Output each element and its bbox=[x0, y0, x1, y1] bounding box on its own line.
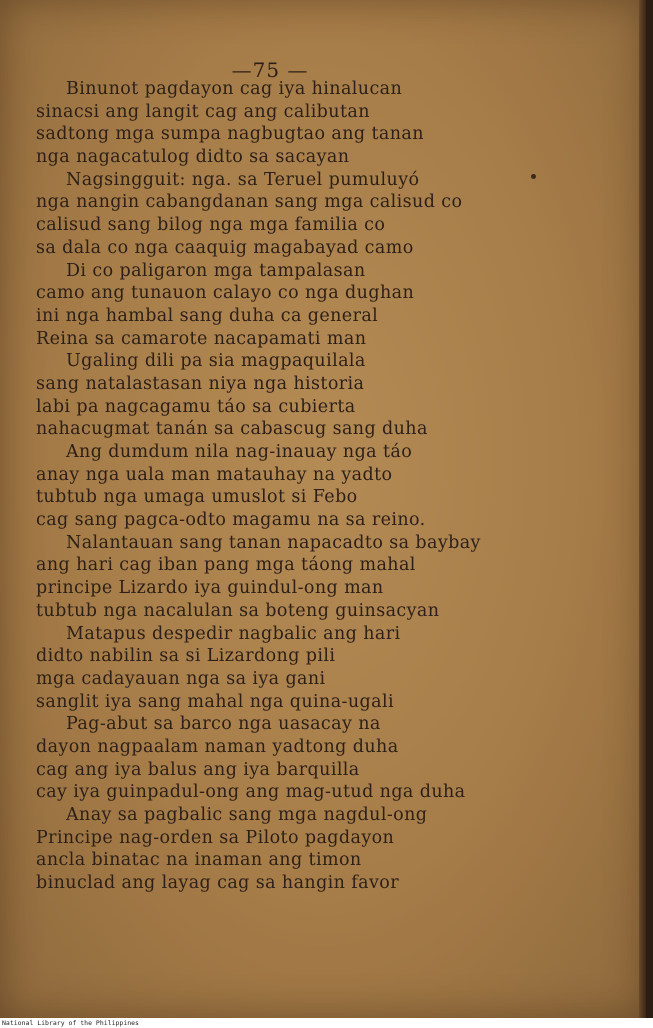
ink-spot bbox=[531, 174, 536, 179]
verse-line: Pag-abut sa barco nga uasacay na bbox=[66, 714, 381, 735]
verse-line: nga nagacatulog didto sa sacayan bbox=[36, 147, 350, 168]
verse-line: sang natalastasan niya nga historia bbox=[36, 373, 365, 394]
verse-line: anay nga uala man matauhay na yadto bbox=[36, 464, 393, 485]
verse-line: dayon nagpaalam naman yadtong duha bbox=[36, 736, 399, 757]
verse-line: Nagsingguit: nga. sa Teruel pumuluyó bbox=[66, 169, 420, 190]
verse-line: ini nga hambal sang duha ca general bbox=[36, 305, 379, 326]
verse-line: Di co paligaron mga tampalasan bbox=[66, 260, 366, 281]
verse-line: sinacsi ang langit cag ang calibutan bbox=[36, 101, 370, 122]
verse-line: Principe nag-orden sa Piloto pagdayon bbox=[36, 827, 395, 848]
verse-line: nahacugmat tanán sa cabascug sang duha bbox=[36, 419, 428, 440]
library-credit: National Library of the Philippines bbox=[0, 1018, 653, 1028]
page-number: —75 — bbox=[231, 58, 309, 82]
verse-line: Reina sa camarote nacapamati man bbox=[36, 328, 367, 349]
verse-line: Ang dumdum nila nag-inauay nga táo bbox=[66, 442, 413, 462]
verse-line: cay iya guinpadul-ong ang mag-utud nga duha bbox=[36, 782, 466, 803]
verse-line: ancla binatac na inaman ang timon bbox=[36, 850, 362, 871]
page-edge bbox=[639, 0, 646, 1018]
verse-line: principe Lizardo iya guindul-ong man bbox=[36, 578, 384, 599]
verse-line: nga nangin cabangdanan sang mga calisud co bbox=[36, 192, 463, 213]
verse-line: cag ang iya balus ang iya barquilla bbox=[36, 759, 360, 780]
verse-line: camo ang tunauon calayo co nga dughan bbox=[36, 283, 415, 304]
verse-line: Ugaling dili pa sia magpaquilala bbox=[66, 351, 366, 372]
verse-line: Matapus despedir nagbalic ang hari bbox=[66, 623, 401, 644]
verse-line: Nalantauan sang tanan napacadto sa baybay bbox=[66, 532, 481, 553]
verse-line: sanglit iya sang mahal nga quina-ugali bbox=[36, 691, 394, 712]
poem-text bbox=[36, 78, 626, 895]
verse-line: tubtub nga umaga umuslot si Febo bbox=[36, 487, 358, 508]
verse-line: calisud sang bilog nga mga familia co bbox=[36, 215, 386, 236]
verse-line: sa dala co nga caaquig magabayad camo bbox=[36, 237, 414, 258]
verse-line: binuclad ang layag cag sa hangin favor bbox=[36, 873, 400, 894]
verse-line: cag sang pagca-odto magamu na sa reino. bbox=[36, 510, 426, 531]
verse-line: didto nabilin sa si Lizardong pili bbox=[36, 646, 336, 667]
verse-line: labi pa nagcagamu táo sa cubierta bbox=[36, 396, 356, 417]
verse-line: Anay sa pagbalic sang mga nagdul-ong bbox=[66, 805, 428, 825]
verse-line: mga cadayauan nga sa iya gani bbox=[36, 668, 326, 689]
verse-line: Binunot pagdayon cag iya hinalucan bbox=[66, 79, 403, 99]
verse-line: sadtong mga sumpa nagbugtao ang tanan bbox=[36, 124, 424, 145]
verse-line: tubtub nga nacalulan sa boteng guinsacyan bbox=[36, 600, 440, 621]
verse-line: ang hari cag iban pang mga táong mahal bbox=[36, 555, 416, 576]
